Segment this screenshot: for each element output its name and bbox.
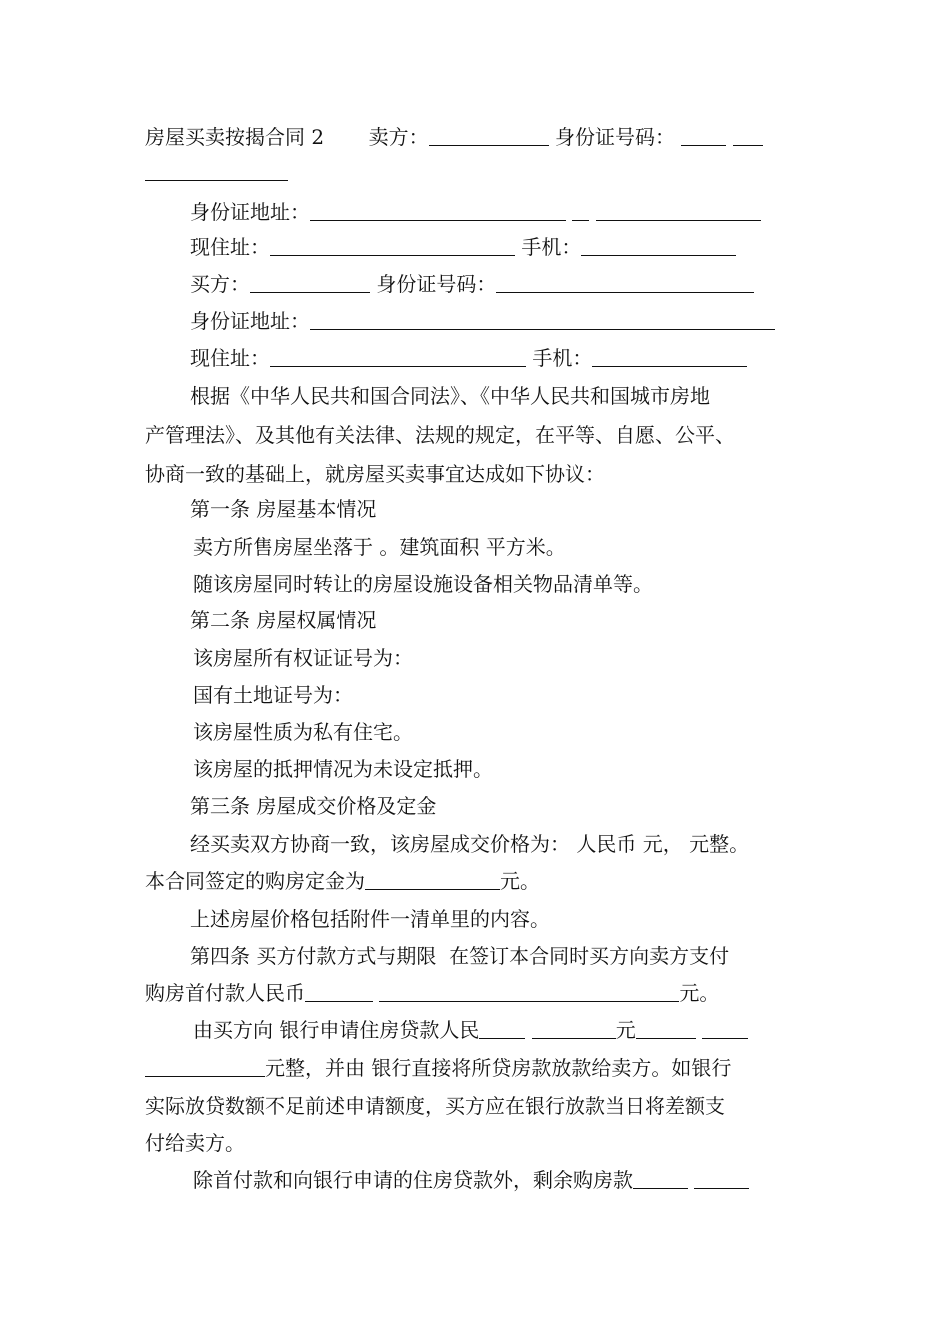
- remaining-label: 除首付款和向银行申请的住房贷款外，剩余购房款: [193, 1168, 633, 1192]
- preamble-line-2: 产管理法》、及其他有关法律、法规的规定，在平等、自愿、公平、: [145, 423, 735, 447]
- article-2-line-2: 国有土地证号为：: [193, 683, 353, 707]
- seller-current-address-label: 现住址：: [190, 235, 270, 259]
- article-4-loan-line-1: [193, 1017, 873, 1043]
- buyer-name-blank: [250, 273, 370, 293]
- preamble-line-1: 根据《中华人民共和国合同法》、《中华人民共和国城市房地: [190, 384, 710, 408]
- article-1-heading: 第一条 房屋基本情况: [190, 497, 377, 521]
- deposit-unit: 元。: [500, 869, 540, 893]
- seller-id-continuation: [145, 159, 825, 185]
- article-4-loan-line-4: 付给卖方。: [145, 1131, 245, 1155]
- deposit-label: 本合同签定的购房定金为: [145, 869, 365, 893]
- article-2-line-1: 该房屋所有权证证号为：: [193, 646, 413, 670]
- buyer-label: 买方：: [190, 272, 250, 296]
- seller-id-address-blank-3: [596, 201, 761, 221]
- seller-name-blank: [429, 126, 549, 146]
- seller-id-label: 身份证号码：: [554, 125, 675, 149]
- seller-id-blank-3: [145, 161, 288, 181]
- seller-id-blank-2: [733, 126, 763, 146]
- buyer-id-address-line: [190, 308, 870, 334]
- seller-id-address-line: [190, 199, 870, 225]
- buyer-phone-blank: [592, 347, 747, 367]
- deposit-blank: [365, 870, 500, 890]
- contract-title: 房屋买卖按揭合同 2: [145, 125, 325, 149]
- seller-id-blank-1: [681, 126, 726, 146]
- loan-suffix-text: 元整，并由 银行直接将所贷房款放款给卖方。如银行: [265, 1056, 732, 1080]
- article-2-line-3: 该房屋性质为私有住宅。: [193, 720, 413, 744]
- loan-unit: 元: [615, 1018, 636, 1042]
- seller-phone-blank: [581, 236, 736, 256]
- seller-id-address-blank-2: [572, 201, 589, 221]
- buyer-current-address-line: [190, 345, 870, 371]
- article-4-remaining-line: [193, 1167, 873, 1193]
- loan-blank-5: [145, 1057, 265, 1077]
- down-payment-label: 购房首付款人民币: [145, 981, 305, 1005]
- article-2-heading: 第二条 房屋权属情况: [190, 608, 377, 632]
- down-payment-unit: 元。: [679, 981, 720, 1005]
- seller-current-address-line: [190, 234, 870, 260]
- buyer-id-address-label: 身份证地址：: [190, 309, 310, 333]
- loan-blank-2: [532, 1019, 616, 1039]
- seller-label: 卖方：: [368, 125, 429, 149]
- article-1-line-1: 卖方所售房屋坐落于 。建筑面积 平方米。: [193, 535, 566, 559]
- article-3-deposit-line: [145, 868, 825, 894]
- loan-blank-1: [479, 1019, 525, 1039]
- buyer-current-address-blank: [270, 347, 526, 367]
- buyer-line: [190, 271, 870, 297]
- buyer-phone-label: 手机：: [532, 346, 593, 370]
- buyer-current-address-label: 现住址：: [190, 346, 270, 370]
- down-payment-blank-1: [305, 982, 373, 1002]
- seller-id-address-label: 身份证地址：: [190, 200, 310, 224]
- article-3-annex-line: 上述房屋价格包括附件一清单里的内容。: [190, 907, 550, 931]
- article-3-heading: 第三条 房屋成交价格及定金: [190, 794, 437, 818]
- header-line: [145, 124, 825, 150]
- article-1-line-2: 随该房屋同时转让的房屋设施设备相关物品清单等。: [193, 572, 653, 596]
- seller-phone-label: 手机：: [521, 235, 582, 259]
- article-4-loan-line-2: [145, 1055, 825, 1081]
- remaining-blank-2: [694, 1169, 749, 1189]
- article-4-heading-line: 第四条 买方付款方式与期限 在签订本合同时买方向卖方支付: [190, 944, 730, 968]
- article-3-price-line: 经买卖双方协商一致，该房屋成交价格为： 人民币 元， 元整。: [190, 832, 750, 856]
- buyer-id-address-blank: [310, 310, 775, 330]
- preamble-line-3: 协商一致的基础上，就房屋买卖事宜达成如下协议：: [145, 462, 605, 486]
- seller-current-address-blank: [270, 236, 515, 256]
- down-payment-blank-2: [379, 982, 679, 1002]
- seller-id-address-blank-1: [310, 201, 566, 221]
- article-2-line-4: 该房屋的抵押情况为未设定抵押。: [193, 757, 493, 781]
- article-4-down-payment-line: [145, 980, 825, 1006]
- loan-blank-3: [636, 1019, 696, 1039]
- buyer-id-label: 身份证号码：: [376, 272, 497, 296]
- remaining-blank-1: [633, 1169, 688, 1189]
- article-4-loan-line-3: 实际放贷数额不足前述申请额度，买方应在银行放款当日将差额支: [145, 1094, 725, 1118]
- buyer-id-blank: [496, 273, 754, 293]
- loan-blank-4: [702, 1019, 748, 1039]
- loan-label: 由买方向 银行申请住房贷款人民: [193, 1018, 480, 1042]
